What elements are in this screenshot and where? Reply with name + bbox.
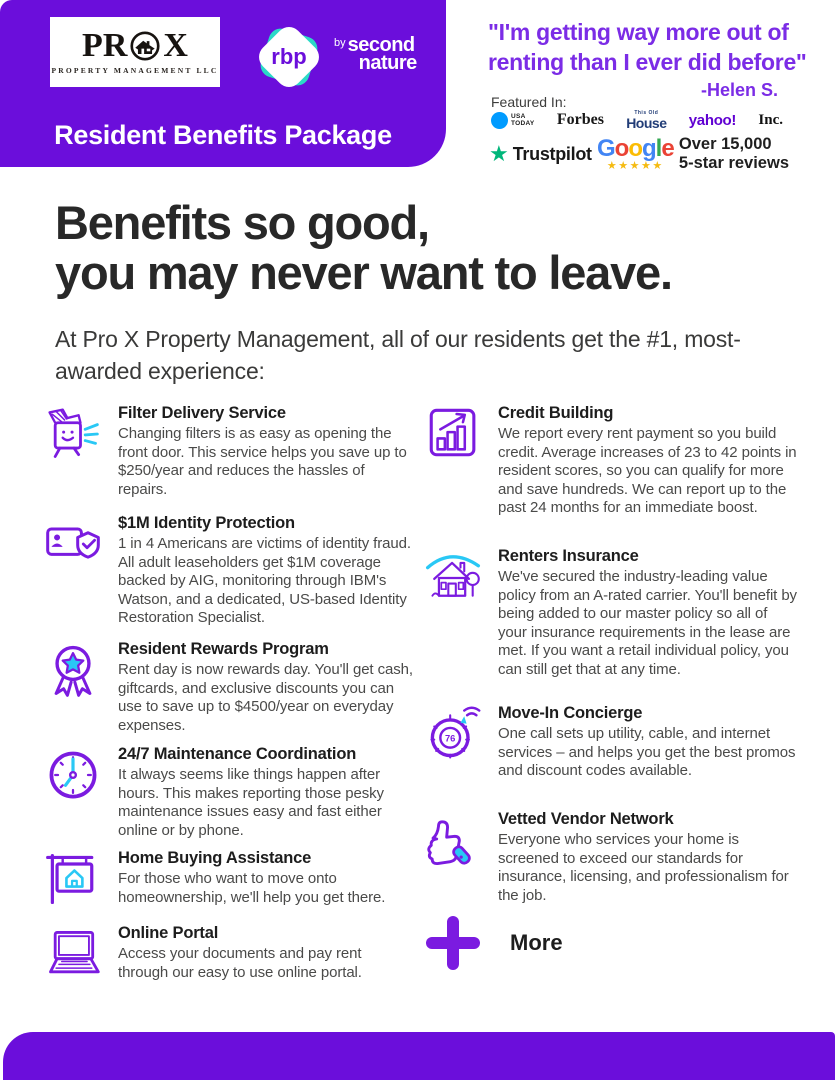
svg-text:76: 76 <box>444 733 456 744</box>
usa-today-line2: TODAY <box>511 120 535 127</box>
usa-today-text <box>511 113 535 127</box>
testimonial-quote <box>488 18 818 78</box>
google-logo <box>596 134 674 172</box>
this-old-house-top: This Old <box>634 109 659 116</box>
yahoo-logo: yahoo! <box>688 111 737 129</box>
benefit-renters-insurance <box>420 547 800 680</box>
filter-delivery-icon <box>40 404 106 464</box>
second-nature-wordmark <box>348 36 417 72</box>
benefit-desc: 1 in 4 Americans are victims of identity fraud. All adult leaseholders get $1M coverage backed by AIG, monitoring through IBM's Watson, and a dedicated, US-based Identity Restoration Specialist. <box>118 535 411 627</box>
review-count <box>679 135 789 174</box>
benefit-title: Filter Delivery Service <box>118 404 286 422</box>
benefit-home-buying <box>40 849 414 909</box>
second-nature-nature: nature <box>358 52 417 74</box>
benefit-desc: Access your documents and pay rent through our easy to use online portal. <box>118 945 362 981</box>
prox-logo-house-icon <box>130 31 160 61</box>
featured-logo-row <box>491 106 783 134</box>
benefit-desc: Changing filters is as easy as opening the front door. This service helps you save up to $250/year and reduces the hassles of repairs. <box>118 425 407 498</box>
trustpilot-star-icon: ★ <box>489 141 509 166</box>
review-count-line1: Over 15,000 <box>678 134 772 153</box>
benefit-move-in-concierge <box>420 704 800 781</box>
second-nature-second: second <box>347 34 415 56</box>
benefit-title: Home Buying Assistance <box>118 849 312 867</box>
rbp-badge-icon <box>256 24 322 90</box>
google-stars-icon: ★★★★★ <box>606 159 664 172</box>
benefit-title: $1M Identity Protection <box>118 514 295 532</box>
header-card <box>0 0 446 167</box>
second-nature-logo <box>334 36 417 72</box>
package-title: Resident Benefits Package <box>54 120 392 150</box>
this-old-house-main: House <box>626 114 667 131</box>
reviews-row <box>489 136 789 172</box>
benefit-desc: It always seems like things happen after hours. This makes reporting those pesky maintenance issues easy and fast either online or by phone. <box>118 766 384 839</box>
benefit-title: Renters Insurance <box>498 547 639 565</box>
benefit-maintenance <box>40 745 414 840</box>
prox-logo-subtitle: PROPERTY MANAGEMENT LLC <box>51 66 219 75</box>
trustpilot-text: Trustpilot <box>512 143 592 164</box>
prox-logo <box>50 17 220 87</box>
benefit-filter-delivery <box>40 404 414 499</box>
footer-bar <box>3 1032 835 1080</box>
benefit-identity-protection <box>40 514 414 628</box>
vendor-thumbs-up-icon <box>420 810 486 868</box>
benefit-desc: Everyone who services your home is screened to exceed our standards for insurance, licensing, and professionalism for the job. <box>498 831 789 904</box>
more-label: More <box>510 930 563 955</box>
plus-icon <box>420 916 486 970</box>
benefit-desc: One call sets up utility, cable, and internet services – and helps you get the best promos and discount codes available. <box>498 725 796 780</box>
benefit-desc: We've secured the industry-leading value policy from an A-rated carrier. You'll benefit by being added to our master policy so all of your insurance requirements in the lease are met. If you want a retail individual policy, you can still get that at any time. <box>498 568 797 678</box>
benefit-title: Vetted Vendor Network <box>498 810 674 828</box>
prox-logo-wordmark <box>82 29 188 63</box>
benefit-resident-rewards <box>40 640 414 735</box>
benefit-title: Resident Rewards Program <box>118 640 329 658</box>
testimonial-attribution: -Helen S. <box>700 80 778 100</box>
google-logo-text: Google <box>596 134 674 162</box>
benefit-title: Credit Building <box>498 404 614 422</box>
online-portal-laptop-icon <box>40 924 106 984</box>
move-in-concierge-dial-icon <box>420 704 486 764</box>
review-count-line2: 5-star reviews <box>678 154 789 172</box>
prox-logo-pr: PR <box>82 27 128 64</box>
maintenance-clock-icon <box>40 745 106 805</box>
page-title-line1: Benefits so good, <box>55 196 429 249</box>
featured-in-label: Featured In: <box>491 94 567 110</box>
benefit-desc: We report every rent payment so you build credit. Average increases of 23 to 42 points in resident scores, so you can qualify for more and save hundreds. We can report up to the past 24 months for an immediate boost. <box>498 425 797 517</box>
page-title-line2: you may never want to leave. <box>55 245 672 299</box>
benefit-vendor-network <box>420 810 800 905</box>
usa-today-circle-icon <box>491 112 508 129</box>
testimonial-quote-line2: renting than I ever did before" <box>488 48 807 75</box>
trustpilot-logo <box>489 143 592 165</box>
benefit-online-portal <box>40 924 414 984</box>
inc-logo: Inc. <box>758 111 783 128</box>
credit-building-chart-icon <box>420 404 486 462</box>
prox-logo-x: X <box>163 27 188 64</box>
benefit-title: 24/7 Maintenance Coordination <box>118 745 357 763</box>
benefit-credit-building <box>420 404 800 518</box>
second-nature-by: by <box>334 37 346 49</box>
benefit-more <box>420 916 563 970</box>
resident-rewards-icon <box>40 640 106 700</box>
home-buying-sign-icon <box>40 849 106 909</box>
benefit-title: Move-In Concierge <box>498 704 643 722</box>
page-subtitle: At Pro X Property Management, all of our residents get the #1, most-awarded experience: <box>55 326 741 384</box>
usa-today-logo <box>491 112 535 129</box>
testimonial-quote-line1: "I'm getting way more out of <box>488 19 789 45</box>
rbp-badge-label: rbp <box>271 44 307 69</box>
forbes-logo: Forbes <box>556 111 604 128</box>
benefit-desc: For those who want to move onto homeownership, we'll help you get there. <box>118 870 386 906</box>
identity-protection-icon <box>40 514 106 574</box>
page-title <box>55 198 672 298</box>
usa-today-line1: USA <box>511 112 526 120</box>
benefit-desc: Rent day is now rewards day. You'll get cash, giftcards, and exclusive discounts you can use to save up to $4500/year on everyday expenses. <box>118 661 413 734</box>
this-old-house-logo <box>626 111 666 130</box>
renters-insurance-house-icon <box>420 547 486 607</box>
benefit-title: Online Portal <box>118 924 219 942</box>
